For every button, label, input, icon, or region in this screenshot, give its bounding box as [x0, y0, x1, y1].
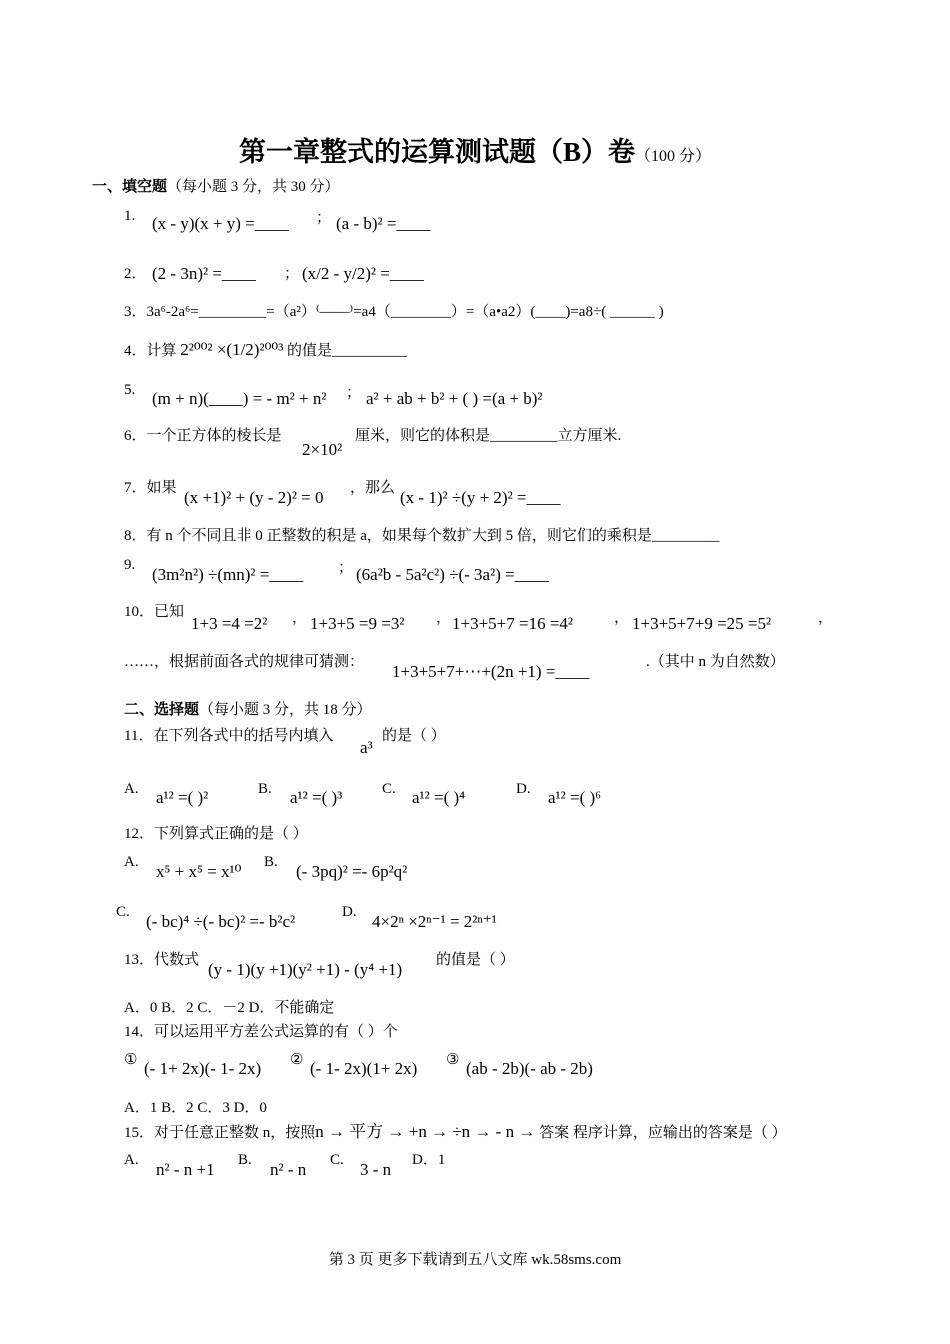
question-10-sep-4: ，	[818, 610, 834, 626]
question-15-option-c: 3 - n	[360, 1160, 392, 1179]
question-12-option-b-label: B.	[264, 854, 278, 870]
question-11-option-a-label: A.	[124, 781, 139, 797]
section-fill-blank	[92, 177, 340, 197]
question-4	[124, 340, 407, 361]
title-score: （100 分）	[635, 148, 712, 165]
question-1-sep: ；	[316, 210, 332, 226]
section-label: 二、选择题	[124, 702, 200, 718]
question-12-option-c-label: C.	[116, 904, 130, 920]
question-5-expr-a: (m + n)(____) = - m² + n²	[152, 389, 327, 408]
question-13-pre: 13．代数式	[124, 952, 200, 968]
question-7-expr-b: (x - 1)² ÷(y + 2)² =____	[400, 488, 561, 507]
question-8: 8．有 n 个不同且非 0 正整数的积是 a，如果每个数扩大到 5 倍，则它们的乘积是_________	[124, 528, 720, 544]
question-1-expr-a: (x - y)(x + y) =____	[152, 214, 289, 233]
question-14-text: 14．可以运用平方差公式运算的有（ ）个	[124, 1024, 398, 1040]
question-13-post: 的值是（ ）	[436, 952, 515, 968]
question-11-option-b-label: B.	[258, 781, 272, 797]
question-15-option-a: n² - n +1	[156, 1160, 215, 1179]
question-10-sep-2: ，	[436, 610, 452, 626]
question-15-option-a-label: A.	[124, 1152, 139, 1168]
question-11-option-c-label: C.	[382, 781, 396, 797]
question-7-pre: 7．如果	[124, 480, 177, 496]
question-14-circle-3: ③	[446, 1052, 460, 1068]
question-1-number: 1.	[124, 208, 136, 224]
question-4-tail: 的值是__________	[287, 343, 408, 359]
question-9-sep: ；	[338, 560, 354, 576]
question-11-option-b: a¹² =( )³	[290, 788, 343, 807]
question-5-expr-b: a² + ab + b² + ( ) =(a + b)²	[366, 389, 543, 408]
question-15-option-b-label: B.	[238, 1152, 252, 1168]
question-2-sep: ；	[284, 266, 300, 282]
question-12-option-c: (- bc)⁴ ÷(- bc)² =- b²c²	[146, 912, 296, 931]
question-1-expr-b: (a - b)² =____	[336, 214, 431, 233]
question-9-expr-b: (6a²b - 5a²c²) ÷(- 3a²) =____	[356, 565, 549, 584]
question-13-expr: (y - 1)(y +1)(y² +1) - (y⁴ +1)	[208, 960, 403, 979]
question-10-eq-2: 1+3+5 =9 =3²	[310, 614, 405, 633]
question-2-expr-a: (2 - 3n)² =____	[152, 264, 256, 283]
question-4-label: 4．计算	[124, 343, 177, 359]
question-13-options: A．0 B．2 C．－2 D．不能确定	[124, 1000, 335, 1016]
question-10-pre: 10．已知	[124, 604, 185, 620]
question-11-text: 11．在下列各式中的括号内填入	[124, 728, 334, 744]
section-multiple-choice	[124, 700, 372, 720]
question-11-tail: 的是（ ）	[382, 728, 446, 744]
title-main: 第一章整式的运算测试题（B）卷	[238, 137, 635, 167]
question-3: 3．3a⁶-2a⁶=_________=（a²）⁽——⁾=a4（________）=（a•a2）(____)=a8÷( ______ )	[124, 304, 664, 320]
question-14-expr-2: (- 1- 2x)(1+ 2x)	[310, 1059, 418, 1078]
question-14-circle-2: ②	[290, 1052, 304, 1068]
question-6-expr: 2×10²	[302, 440, 343, 459]
page-title	[0, 130, 950, 169]
question-5-number: 5.	[124, 382, 136, 398]
question-11-option-d: a¹² =( )⁶	[548, 788, 602, 807]
question-11-option-a: a¹² =( )²	[156, 788, 209, 807]
question-14-expr-3: (ab - 2b)(- ab - 2b)	[466, 1059, 593, 1078]
question-11-option-d-label: D.	[516, 781, 531, 797]
question-6-post: 厘米，则它的体积是_________立方厘米.	[355, 428, 622, 444]
page-footer: 第 3 页 更多下载请到五八文库 wk.58sms.com	[328, 1252, 622, 1268]
question-15-option-b: n² - n	[270, 1160, 307, 1179]
question-15-option-d: D．1	[412, 1152, 446, 1168]
question-10-sep-3: ，	[614, 610, 630, 626]
section-label: 一、填空题	[92, 179, 168, 195]
section-note: （每小题 3 分，共 18 分）	[199, 702, 372, 718]
question-2-expr-b: (x/2 - y/2)² =____	[302, 264, 424, 283]
question-9-expr-a: (3m²n²) ÷(mn)² =____	[152, 565, 304, 584]
question-9-number: 9.	[124, 557, 136, 573]
question-12-option-d: 4×2ⁿ ×2ⁿ⁻¹ = 2²ⁿ⁺¹	[372, 912, 497, 931]
question-14-expr-1: (- 1+ 2x)(- 1- 2x)	[144, 1059, 262, 1078]
question-10-line2-expr: 1+3+5+7+⋯+(2n +1) =____	[392, 662, 590, 681]
question-12-option-b: (- 3pq)² =- 6p²q²	[296, 862, 408, 881]
question-14-options: A．1 B．2 C．3 D．0	[124, 1100, 267, 1116]
question-12-option-a: x⁵ + x⁵ = x¹⁰	[156, 862, 242, 881]
question-12-option-a-label: A.	[124, 854, 139, 870]
question-4-expr: 2²⁰⁰² ×(1/2)²⁰⁰³	[180, 340, 284, 359]
question-6-pre: 6．一个正方体的棱长是	[124, 428, 282, 444]
question-15-pre: 15．对于任意正整数 n，按照	[124, 1125, 316, 1141]
question-10-eq-3: 1+3+5+7 =16 =4²	[452, 614, 574, 633]
question-11-expr: a³	[360, 738, 373, 757]
question-12-option-d-label: D.	[342, 904, 357, 920]
question-2-number: 2．	[124, 266, 147, 282]
section-note: （每小题 3 分，共 30 分）	[167, 179, 340, 195]
question-15-flow: n → 平方 → +n → ÷n → - n →	[315, 1122, 536, 1141]
question-10-sep-1: ，	[292, 610, 308, 626]
question-11-option-c: a¹² =( )⁴	[412, 788, 466, 807]
question-10-line2-post: .（其中 n 为自然数）	[646, 654, 785, 670]
question-10-line2-pre: ……，根据前面各式的规律可猜测：	[124, 654, 365, 670]
question-15-option-c-label: C.	[330, 1152, 344, 1168]
question-10-eq-1: 1+3 =4 =2²	[191, 614, 268, 633]
question-7-mid: ，那么	[350, 480, 396, 496]
question-14-circle-1: ①	[124, 1052, 138, 1068]
question-12-text: 12．下列算式正确的是（ ）	[124, 826, 308, 842]
question-5-sep: ；	[346, 385, 362, 401]
question-10-eq-4: 1+3+5+7+9 =25 =5²	[632, 614, 772, 633]
question-15-line	[124, 1122, 787, 1143]
question-15-post: 答案 程序计算，应输出的答案是（ ）	[539, 1125, 787, 1141]
question-7-expr-a: (x +1)² + (y - 2)² = 0	[184, 488, 324, 507]
